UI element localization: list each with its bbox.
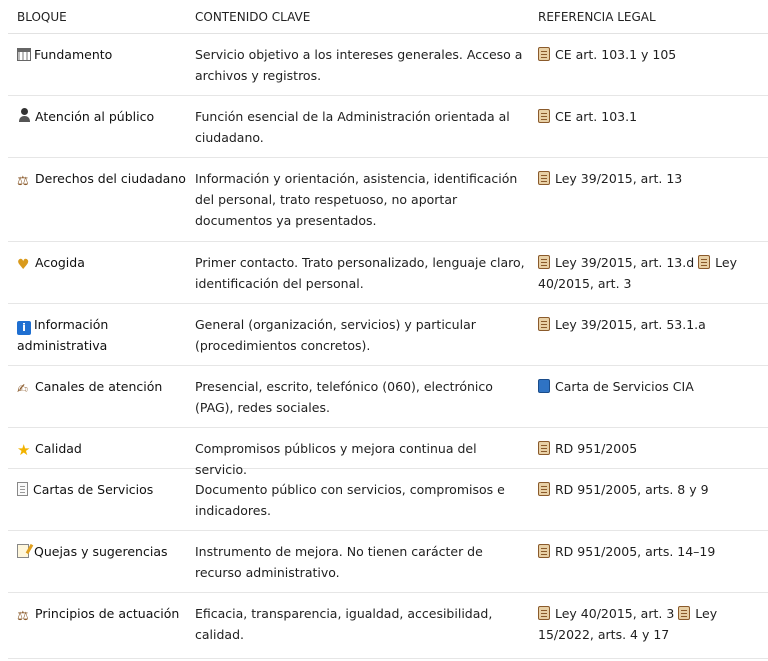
table-row — [8, 158, 768, 242]
bloque-label: Fundamento — [34, 47, 113, 62]
star-icon: ★ — [17, 441, 31, 459]
bloque-cell — [8, 304, 186, 356]
bloque-cell — [8, 469, 186, 500]
referencia-cell — [529, 531, 760, 562]
referencia-cell — [529, 242, 760, 294]
scales-icon: ⚖ — [17, 174, 29, 189]
scroll-icon — [538, 255, 550, 269]
scroll-icon — [538, 317, 550, 331]
legal-reference: RD 951/2005 — [555, 441, 638, 456]
scroll-icon — [698, 255, 710, 269]
bloque-cell — [8, 593, 186, 624]
legal-reference: Ley 40/2015, art. 3 — [538, 255, 737, 291]
bloque-label: Canales de atención — [35, 379, 163, 394]
contenido-cell: Servicio objetivo a los intereses generales. Acceso a archivos y registros. — [195, 47, 523, 83]
legal-reference: RD 951/2005, arts. 14–19 — [555, 544, 716, 559]
legal-reference: CE art. 103.1 — [555, 109, 638, 124]
bloque-cell — [8, 158, 186, 189]
table-header — [8, 0, 768, 34]
scroll-icon — [678, 606, 690, 620]
bloque-label: Información administrativa — [17, 317, 109, 353]
bloque-cell — [8, 242, 186, 273]
bloque-cell — [8, 96, 186, 127]
info-icon: i — [17, 321, 31, 335]
contenido-cell: Eficacia, transparencia, igualdad, accesibilidad, calidad. — [195, 606, 493, 642]
referencia-cell — [529, 428, 760, 459]
scroll-icon — [538, 109, 550, 123]
table-row — [8, 531, 768, 593]
table-row — [8, 96, 768, 158]
legal-reference: Ley 39/2015, art. 13.d — [555, 255, 695, 270]
referencia-cell — [529, 469, 760, 500]
table-body — [8, 34, 768, 659]
page-icon — [17, 482, 28, 496]
table-row — [8, 428, 768, 477]
contenido-cell: Instrumento de mejora. No tienen carácter de recurso administrativo. — [195, 544, 483, 580]
bloque-label: Derechos del ciudadano — [35, 171, 186, 186]
contenido-cell: Función esencial de la Administración orientada al ciudadano. — [195, 109, 510, 145]
scroll-icon — [538, 482, 550, 496]
contenido-cell: Presencial, escrito, telefónico (060), electrónico (PAG), redes sociales. — [195, 379, 493, 415]
header-referencia: REFERENCIA LEGAL — [538, 9, 656, 24]
bloque-label: Cartas de Servicios — [33, 482, 154, 497]
referencia-cell — [529, 304, 760, 335]
hand-icon: ✍ — [17, 382, 28, 397]
scroll-icon — [538, 441, 550, 455]
bloque-label: Calidad — [35, 441, 82, 456]
scroll-icon — [538, 544, 550, 558]
contenido-cell: Información y orientación, asistencia, identificación del personal, trato respetuoso, no aportar documentos ya presentados. — [195, 171, 518, 228]
referencia-cell — [529, 593, 760, 645]
table-row — [8, 366, 768, 428]
referencia-cell — [529, 158, 760, 189]
bloque-label: Atención al público — [35, 109, 155, 124]
legal-reference: RD 951/2005, arts. 8 y 9 — [555, 482, 709, 497]
header-contenido: CONTENIDO CLAVE — [195, 9, 311, 24]
book-icon — [538, 379, 550, 393]
table-row — [8, 34, 768, 96]
scroll-icon — [538, 47, 550, 61]
contenido-cell: Documento público con servicios, compromisos e indicadores. — [195, 482, 505, 518]
bloque-cell — [8, 34, 186, 65]
bloque-label: Acogida — [35, 255, 85, 270]
legal-reference: Ley 40/2015, art. 3 — [555, 606, 675, 621]
scroll-icon — [538, 171, 550, 185]
bloque-label: Quejas y sugerencias — [34, 544, 168, 559]
heart-icon: ♥ — [17, 257, 30, 273]
contenido-cell: General (organización, servicios) y particular (procedimientos concretos). — [195, 317, 476, 353]
bloque-cell — [8, 366, 186, 397]
legal-reference: Carta de Servicios CIA — [555, 379, 694, 394]
bank-icon — [17, 48, 31, 61]
header-bloque: BLOQUE — [17, 9, 67, 24]
bloque-label: Principios de actuación — [35, 606, 180, 621]
bloque-cell — [8, 531, 186, 562]
scroll-icon — [538, 606, 550, 620]
referencia-cell — [529, 34, 760, 65]
table-row — [8, 304, 768, 366]
table-row — [8, 593, 768, 659]
legal-reference: Ley 39/2015, art. 13 — [555, 171, 683, 186]
legal-reference: CE art. 103.1 y 105 — [555, 47, 677, 62]
person-icon — [17, 108, 32, 123]
memo-icon — [17, 544, 29, 558]
referencia-cell — [529, 366, 760, 397]
table-row — [8, 242, 768, 304]
contenido-cell: Primer contacto. Trato personalizado, lenguaje claro, identificación del personal. — [195, 255, 525, 291]
legal-reference: Ley 39/2015, art. 53.1.a — [555, 317, 706, 332]
table-row — [8, 469, 768, 531]
contenido-cell: Compromisos públicos y mejora continua del servicio. — [195, 441, 477, 477]
referencia-cell — [529, 96, 760, 127]
legal-reference: Ley 15/2022, arts. 4 y 17 — [538, 606, 718, 642]
reference-table — [8, 0, 768, 659]
scales-icon: ⚖ — [17, 609, 29, 624]
bloque-cell — [8, 428, 186, 459]
